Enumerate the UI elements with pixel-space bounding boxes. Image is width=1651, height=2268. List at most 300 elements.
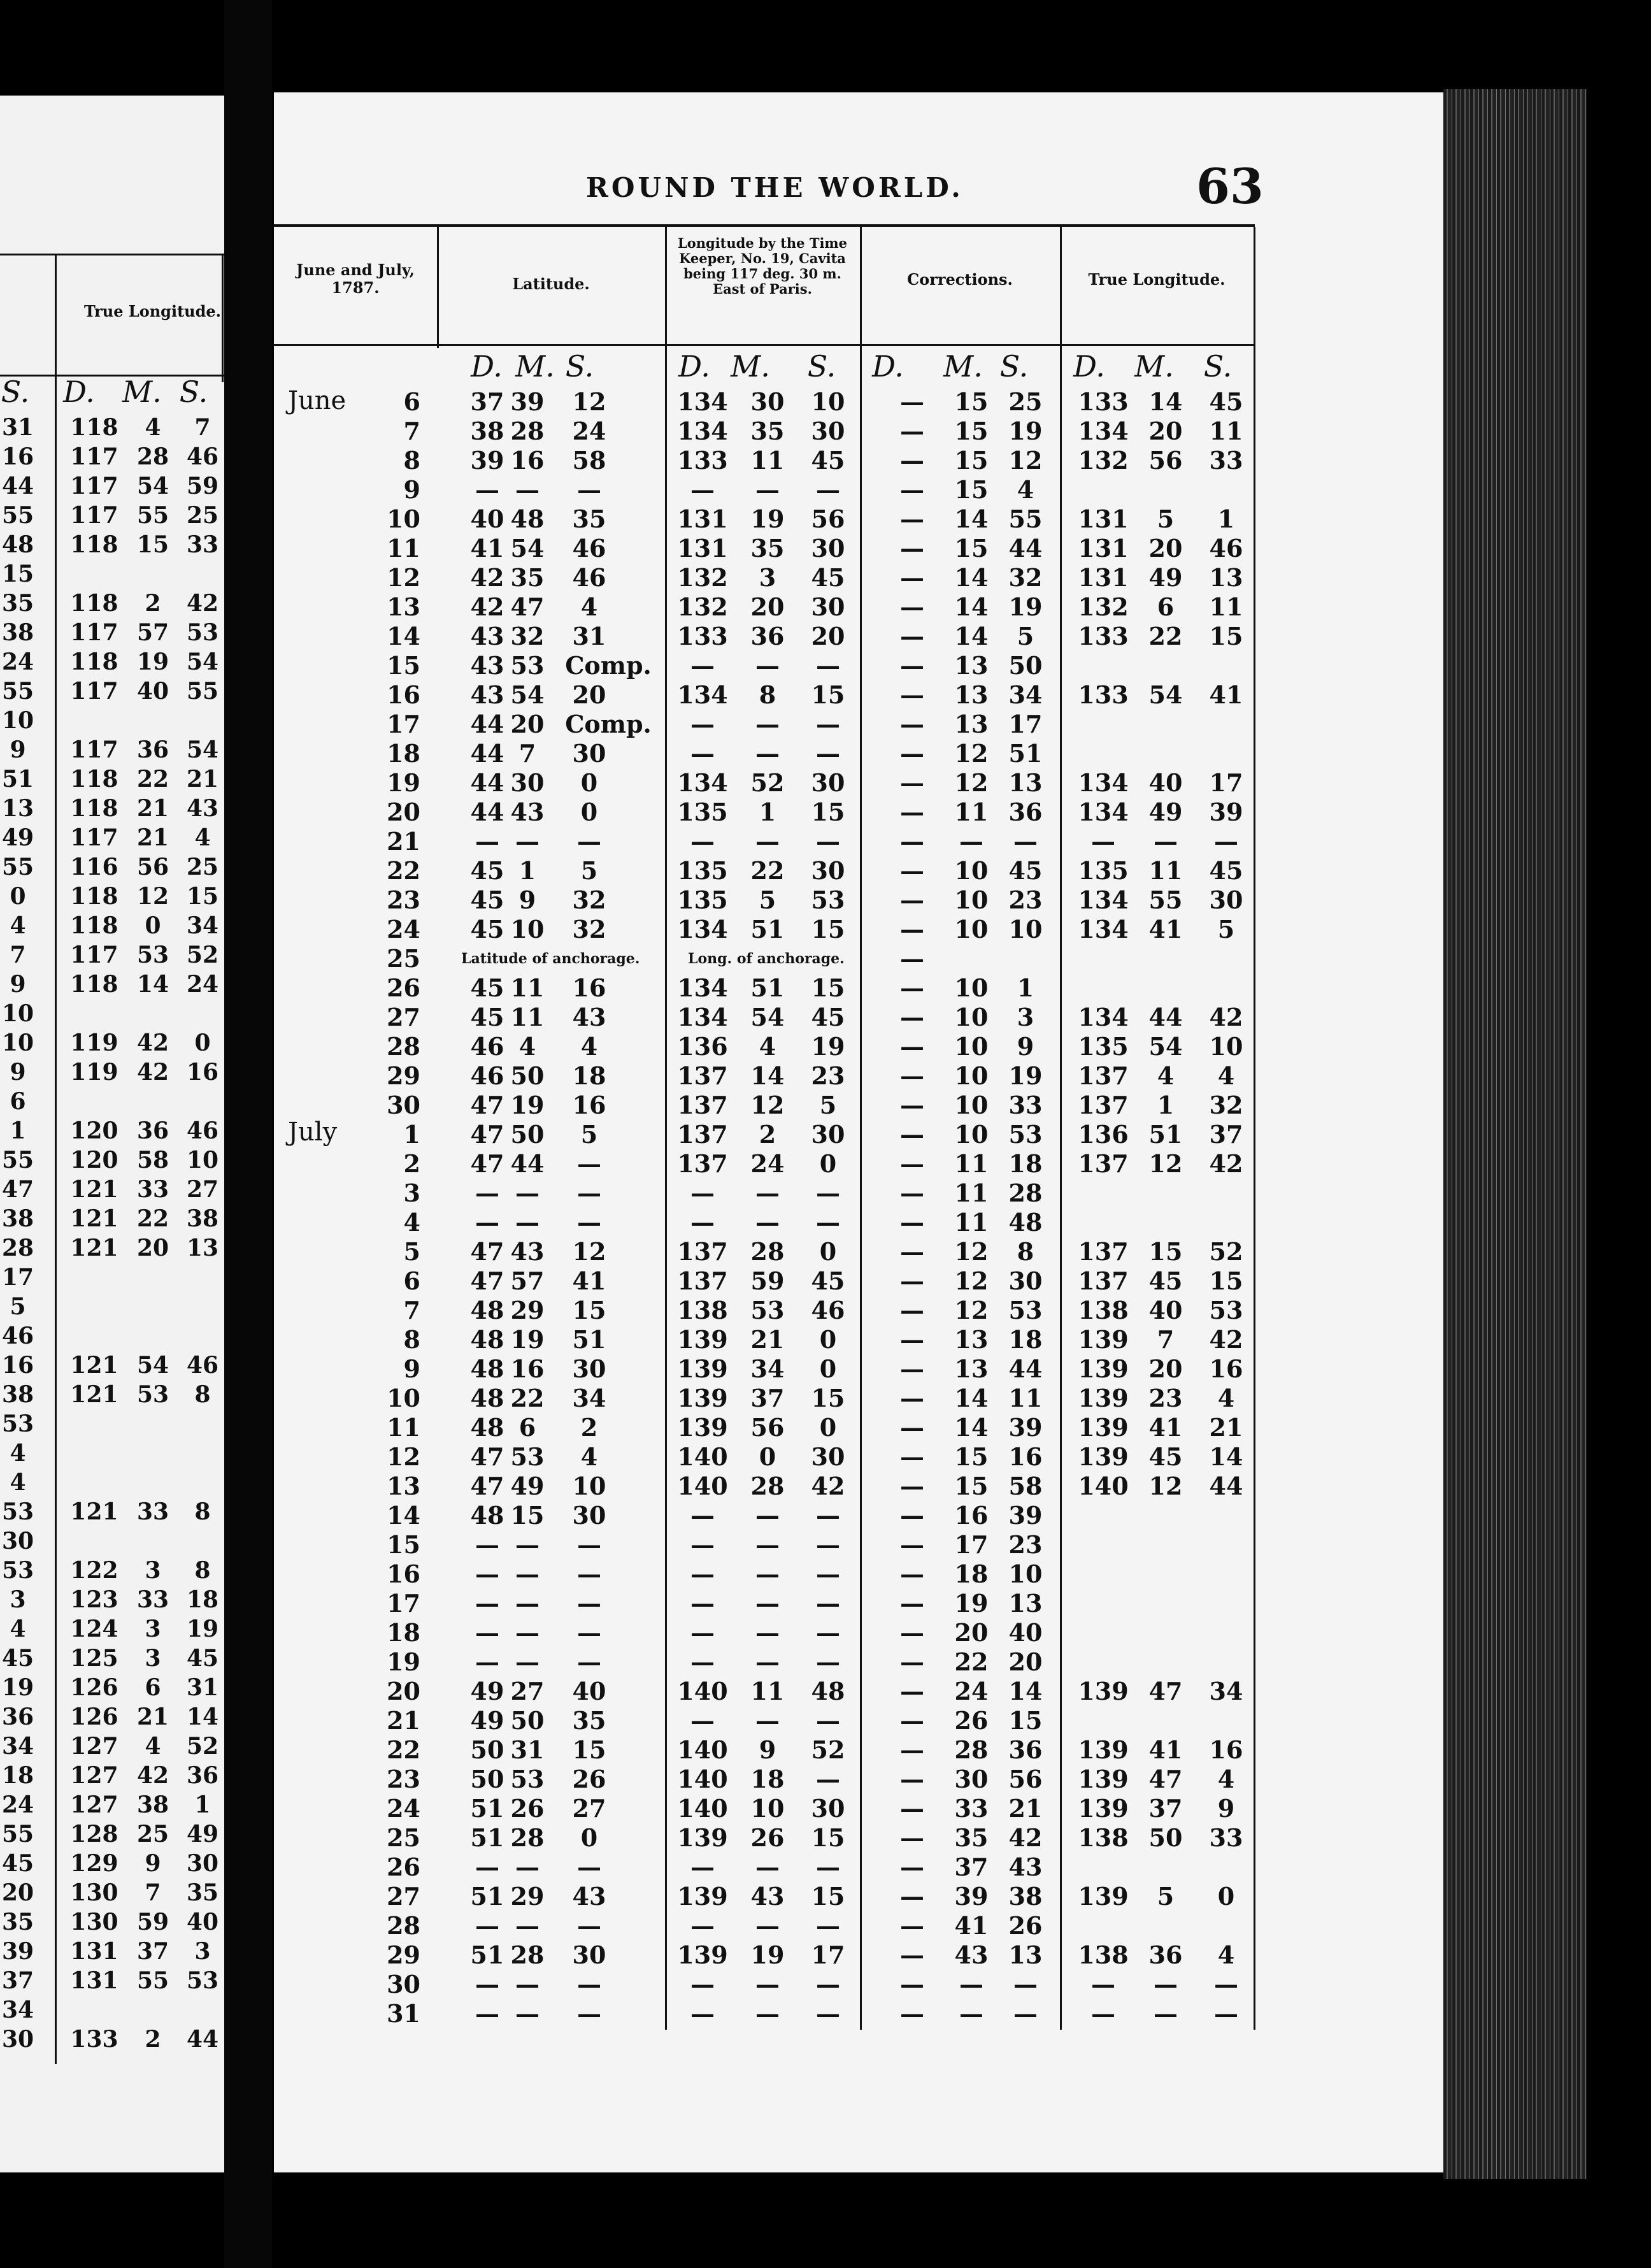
left-table-cell: 15 <box>1 561 34 587</box>
table-cell: 23 <box>1148 1384 1183 1412</box>
table-cell: — <box>900 944 924 973</box>
left-table-cell: 53 <box>1 1557 34 1584</box>
table-cell: 12 <box>572 387 606 416</box>
table-cell: — <box>1091 1999 1115 2028</box>
table-cell: — <box>816 1765 840 1793</box>
unit-header: M. <box>731 349 770 384</box>
table-cell: 48 <box>510 505 545 533</box>
table-cell: — <box>816 1999 840 2028</box>
table-cell: — <box>816 1706 840 1735</box>
table-cell: 30 <box>572 1354 606 1383</box>
day-number: 19 <box>387 1647 420 1676</box>
table-cell: 37 <box>954 1853 989 1881</box>
table-cell: 48 <box>470 1325 504 1354</box>
table-cell: 10 <box>954 1091 989 1119</box>
left-table-cell: 6 <box>145 1674 161 1701</box>
table-cell: 54 <box>510 534 545 563</box>
left-table-cell: 131 <box>70 1967 118 1994</box>
table-cell: 51 <box>470 1882 504 1911</box>
table-cell: 42 <box>1209 1149 1243 1178</box>
table-cell: 45 <box>1148 1442 1183 1471</box>
table-cell: — <box>475 1589 499 1618</box>
table-cell: 10 <box>954 1120 989 1149</box>
table-cell: 12 <box>1008 446 1043 475</box>
table-cell: 51 <box>470 1794 504 1823</box>
table-cell: 36 <box>1148 1941 1183 1969</box>
table-cell: 43 <box>510 798 545 826</box>
table-cell: 50 <box>510 1120 545 1149</box>
left-table-cell: 53 <box>186 619 219 646</box>
table-cell: 48 <box>1008 1208 1043 1237</box>
left-table-cell: 37 <box>1 1967 34 1994</box>
table-cell: 29 <box>510 1296 545 1324</box>
left-table-cell: 120 <box>70 1147 118 1173</box>
table-cell: 52 <box>811 1735 845 1764</box>
day-number: 8 <box>403 1325 420 1354</box>
table-cell: — <box>816 1179 840 1207</box>
table-cell: 35 <box>572 505 606 533</box>
table-cell: — <box>900 1794 924 1823</box>
table-cell: 40 <box>1008 1618 1043 1647</box>
table-cell: 3 <box>1017 1003 1034 1031</box>
left-table-cell: 14 <box>186 1704 219 1730</box>
table-cell: 30 <box>811 1794 845 1823</box>
table-cell: — <box>577 1999 601 2028</box>
table-cell: 41 <box>1148 1413 1183 1442</box>
table-cell: — <box>515 1853 540 1881</box>
day-number: 12 <box>387 563 420 592</box>
table-cell: 5 <box>1017 622 1034 650</box>
table-cell: 4 <box>1017 475 1034 504</box>
left-table-cell: 36 <box>136 736 169 763</box>
table-cell: 15 <box>811 798 845 826</box>
left-table-cell: 126 <box>70 1674 118 1701</box>
table-cell: 134 <box>677 768 728 797</box>
table-cell: 47 <box>1148 1765 1183 1793</box>
table-cell: — <box>515 1589 540 1618</box>
day-number: 26 <box>387 973 420 1002</box>
table-cell: 46 <box>572 563 606 592</box>
table-cell: 16 <box>1008 1442 1043 1471</box>
left-table-cell: 127 <box>70 1791 118 1818</box>
table-cell: 28 <box>510 1823 545 1852</box>
header-rule <box>274 344 1255 346</box>
left-table-cell: 46 <box>186 1117 219 1144</box>
table-cell: Comp. <box>565 710 652 738</box>
table-cell: — <box>690 1560 715 1588</box>
table-cell: 43 <box>750 1882 785 1911</box>
table-cell: — <box>900 1501 924 1530</box>
left-table-cell: 14 <box>136 971 169 998</box>
table-cell: 20 <box>750 592 785 621</box>
table-cell: 35 <box>510 563 545 592</box>
table-cell: — <box>900 1589 924 1618</box>
left-table-cell: 56 <box>136 854 169 880</box>
table-cell: 30 <box>510 768 545 797</box>
unit-header: D. <box>678 349 710 384</box>
left-table-cell: 45 <box>186 1645 219 1672</box>
left-table-cell: 55 <box>1 502 34 529</box>
table-cell: 0 <box>580 768 598 797</box>
table-cell: 139 <box>677 1823 728 1852</box>
left-table-cell: 42 <box>136 1030 169 1056</box>
left-table-cell: 118 <box>70 414 118 441</box>
left-table-cell: 127 <box>70 1733 118 1760</box>
table-cell: — <box>900 1384 924 1412</box>
table-cell: 1 <box>1017 973 1034 1002</box>
table-cell: — <box>900 1941 924 1969</box>
table-cell: 56 <box>1148 446 1183 475</box>
table-cell: 28 <box>954 1735 989 1764</box>
table-cell: 33 <box>954 1794 989 1823</box>
left-table-cell: 9 <box>145 1850 161 1877</box>
table-cell: 53 <box>510 1765 545 1793</box>
left-table-cell: 59 <box>136 1909 169 1935</box>
left-table-cell: 48 <box>1 531 34 558</box>
left-table-cell: 35 <box>186 1879 219 1906</box>
table-cell: — <box>900 563 924 592</box>
table-cell: — <box>1154 827 1178 856</box>
table-cell: — <box>475 1560 499 1588</box>
table-cell: — <box>900 1237 924 1266</box>
table-cell: 35 <box>572 1706 606 1735</box>
table-cell: 57 <box>510 1267 545 1295</box>
table-cell: 35 <box>954 1823 989 1852</box>
table-cell: 30 <box>572 739 606 768</box>
table-cell: — <box>577 1970 601 1999</box>
table-cell: — <box>816 475 840 504</box>
left-table-cell: 10 <box>1 707 34 734</box>
table-cell: 14 <box>954 592 989 621</box>
table-cell: 12 <box>1148 1149 1183 1178</box>
table-cell: 132 <box>1078 446 1129 475</box>
table-cell: 50 <box>470 1735 504 1764</box>
left-table-cell: 27 <box>186 1176 219 1203</box>
table-cell: 11 <box>954 1208 989 1237</box>
left-table-cell: 118 <box>70 971 118 998</box>
table-cell: 43 <box>1008 1853 1043 1881</box>
left-table-cell: 121 <box>70 1381 118 1408</box>
day-number: 19 <box>387 768 420 797</box>
table-cell: 20 <box>510 710 545 738</box>
table-cell: 19 <box>510 1091 545 1119</box>
table-cell: 0 <box>580 798 598 826</box>
day-number: 24 <box>387 1794 420 1823</box>
table-cell: — <box>515 1618 540 1647</box>
table-cell: — <box>755 710 780 738</box>
left-table-cell: 116 <box>70 854 118 880</box>
table-cell: 45 <box>811 563 845 592</box>
table-cell: 13 <box>1209 563 1243 592</box>
table-cell: 18 <box>954 1560 989 1588</box>
left-table-cell: 40 <box>136 678 169 705</box>
left-table-cell: 59 <box>186 473 219 499</box>
table-cell: 42 <box>1209 1003 1243 1031</box>
left-table-cell: 25 <box>186 502 219 529</box>
table-cell: 32 <box>572 915 606 944</box>
left-table-cell: 34 <box>1 1997 34 2023</box>
table-cell: 133 <box>1078 387 1129 416</box>
table-cell: 15 <box>954 417 989 445</box>
table-cell: — <box>1013 1970 1038 1999</box>
left-table-cell: 21 <box>186 766 219 793</box>
table-cell: 0 <box>819 1413 837 1442</box>
table-cell: — <box>755 1999 780 2028</box>
table-cell: 48 <box>811 1677 845 1705</box>
table-cell: — <box>755 1179 780 1207</box>
table-cell: 37 <box>1148 1794 1183 1823</box>
table-cell: 30 <box>811 856 845 885</box>
left-table-cell: 38 <box>186 1205 219 1232</box>
table-cell: 45 <box>1209 387 1243 416</box>
running-title: ROUND THE WORLD. <box>586 172 964 203</box>
left-table-cell: 13 <box>1 795 34 822</box>
unit-header: S. <box>999 349 1029 384</box>
table-cell: 45 <box>811 446 845 475</box>
table-cell: — <box>475 1179 499 1207</box>
table-cell: — <box>900 475 924 504</box>
table-cell: 50 <box>510 1061 545 1090</box>
day-number: 27 <box>387 1882 420 1911</box>
left-table-cell: 55 <box>1 1821 34 1848</box>
table-cell: 30 <box>811 417 845 445</box>
day-number: 23 <box>387 1765 420 1793</box>
table-cell: — <box>900 1999 924 2028</box>
table-cell: 31 <box>510 1735 545 1764</box>
table-cell: 140 <box>1078 1472 1129 1500</box>
table-cell: 45 <box>1008 856 1043 885</box>
table-cell: 28 <box>750 1237 785 1266</box>
table-cell: 52 <box>1209 1237 1243 1266</box>
table-cell: 13 <box>1008 768 1043 797</box>
table-cell: 140 <box>677 1677 728 1705</box>
table-cell: — <box>755 1647 780 1676</box>
table-cell: 15 <box>1209 1267 1243 1295</box>
day-number: 9 <box>403 1354 420 1383</box>
day-number: 26 <box>387 1853 420 1881</box>
day-number: 10 <box>387 505 420 533</box>
table-cell: — <box>755 1501 780 1530</box>
left-table-cell: 55 <box>1 678 34 705</box>
unit-header: M. <box>943 349 983 384</box>
table-cell: — <box>900 710 924 738</box>
table-cell: 12 <box>572 1237 606 1266</box>
table-cell: — <box>900 1179 924 1207</box>
table-cell: 10 <box>954 915 989 944</box>
left-table-cell: 52 <box>186 942 219 968</box>
table-cell: — <box>900 1472 924 1500</box>
day-number: 16 <box>387 1560 420 1588</box>
table-cell: — <box>900 387 924 416</box>
table-cell: 137 <box>677 1120 728 1149</box>
day-number: 28 <box>387 1032 420 1061</box>
table-cell: 39 <box>510 387 545 416</box>
table-cell: 55 <box>1148 886 1183 914</box>
day-number: 20 <box>387 1677 420 1705</box>
left-true-longitude-header: True Longitude. <box>84 302 222 320</box>
table-cell: 40 <box>1148 1296 1183 1324</box>
left-table-cell: 44 <box>1 473 34 499</box>
table-cell: — <box>959 1999 983 2028</box>
table-cell: — <box>900 1296 924 1324</box>
table-cell: 131 <box>1078 563 1129 592</box>
table-cell: 140 <box>677 1442 728 1471</box>
table-cell: 11 <box>1209 417 1243 445</box>
table-cell: — <box>816 1618 840 1647</box>
table-cell: 139 <box>1078 1442 1129 1471</box>
table-cell: — <box>900 622 924 650</box>
table-cell: 10 <box>811 387 845 416</box>
left-table-cell: 0 <box>145 912 161 939</box>
table-cell: 41 <box>1148 915 1183 944</box>
table-cell: 138 <box>1078 1823 1129 1852</box>
table-cell: 4 <box>580 592 598 621</box>
day-number: 24 <box>387 915 420 944</box>
table-cell: 11 <box>1148 856 1183 885</box>
table-cell: — <box>475 1999 499 2028</box>
table-cell: 40 <box>470 505 504 533</box>
table-cell: 134 <box>1078 1003 1129 1031</box>
table-cell: 19 <box>510 1325 545 1354</box>
table-cell: — <box>690 1999 715 2028</box>
table-cell: 53 <box>1008 1296 1043 1324</box>
table-cell: — <box>690 1618 715 1647</box>
table-cell: 56 <box>811 505 845 533</box>
latitude-anchorage-note: Latitude of anchorage. <box>461 951 640 967</box>
table-cell: — <box>816 651 840 680</box>
table-cell: 16 <box>510 446 545 475</box>
left-table-cell: 21 <box>136 1704 169 1730</box>
table-cell: 18 <box>750 1765 785 1793</box>
table-cell: 15 <box>954 446 989 475</box>
left-table-cell: 119 <box>70 1059 118 1086</box>
table-cell: 54 <box>750 1003 785 1031</box>
day-number: 21 <box>387 827 420 856</box>
table-cell: 37 <box>1209 1120 1243 1149</box>
table-cell: 16 <box>510 1354 545 1383</box>
table-cell: 18 <box>1008 1149 1043 1178</box>
left-top-rule <box>0 254 224 255</box>
left-table-cell: 55 <box>186 678 219 705</box>
table-cell: 54 <box>510 680 545 709</box>
left-table-cell: 10 <box>186 1147 219 1173</box>
table-cell: 50 <box>510 1706 545 1735</box>
table-cell: 42 <box>470 592 504 621</box>
left-table-cell: 30 <box>1 1528 34 1554</box>
table-cell: 8 <box>1017 1237 1034 1266</box>
left-table-cell: 36 <box>1 1704 34 1730</box>
left-table-cell: 30 <box>186 1850 219 1877</box>
left-table-cell: 117 <box>70 443 118 470</box>
table-cell: — <box>900 417 924 445</box>
table-cell: 10 <box>572 1472 606 1500</box>
table-cell: — <box>900 1618 924 1647</box>
table-cell: 13 <box>954 1325 989 1354</box>
table-cell: 0 <box>759 1442 776 1471</box>
table-cell: — <box>900 1091 924 1119</box>
table-cell: — <box>690 1911 715 1940</box>
left-table-cell: 35 <box>1 1909 34 1935</box>
table-cell: 51 <box>750 973 785 1002</box>
table-cell: 30 <box>811 1120 845 1149</box>
table-cell: 13 <box>954 1354 989 1383</box>
table-cell: 44 <box>470 768 504 797</box>
table-cell: 46 <box>1209 534 1243 563</box>
table-cell: — <box>816 710 840 738</box>
table-cell: — <box>900 1003 924 1031</box>
table-cell: 16 <box>572 973 606 1002</box>
left-table-cell: 7 <box>10 942 26 968</box>
table-cell: 26 <box>510 1794 545 1823</box>
table-cell: 13 <box>954 710 989 738</box>
day-number: 13 <box>387 592 420 621</box>
table-cell: 137 <box>1078 1149 1129 1178</box>
left-table-cell: 0 <box>10 883 26 910</box>
left-table-cell: 10 <box>1 1030 34 1056</box>
table-cell: 10 <box>510 915 545 944</box>
table-cell: 36 <box>750 622 785 650</box>
left-table-cell: 53 <box>1 1410 34 1437</box>
table-cell: 46 <box>470 1061 504 1090</box>
table-cell: — <box>900 505 924 533</box>
table-cell: — <box>475 1911 499 1940</box>
left-table-cell: 47 <box>1 1176 34 1203</box>
table-cell: 1 <box>1217 505 1235 533</box>
table-cell: 50 <box>1148 1823 1183 1852</box>
table-cell: 12 <box>954 768 989 797</box>
table-cell: 9 <box>518 886 536 914</box>
table-cell: 15 <box>572 1296 606 1324</box>
table-cell: 34 <box>750 1354 785 1383</box>
table-cell: 24 <box>572 417 606 445</box>
column-rule <box>860 227 862 2030</box>
left-table-cell: 4 <box>145 414 161 441</box>
left-table-cell: 22 <box>136 766 169 793</box>
left-table-cell: 15 <box>136 531 169 558</box>
table-cell: — <box>959 827 983 856</box>
table-cell: 14 <box>954 622 989 650</box>
left-unit-header: D. <box>63 375 95 409</box>
table-cell: 10 <box>954 1061 989 1090</box>
left-table-cell: 45 <box>1 1850 34 1877</box>
left-table-cell: 117 <box>70 942 118 968</box>
day-number: 29 <box>387 1061 420 1090</box>
left-table-cell: 16 <box>1 1352 34 1379</box>
table-cell: — <box>900 1413 924 1442</box>
table-cell: 25 <box>1008 387 1043 416</box>
table-cell: 11 <box>1008 1384 1043 1412</box>
table-cell: Comp. <box>565 651 652 680</box>
table-cell: 47 <box>510 592 545 621</box>
left-table-cell: 57 <box>136 619 169 646</box>
table-cell: 137 <box>677 1237 728 1266</box>
table-cell: — <box>900 651 924 680</box>
table-cell: — <box>900 1765 924 1793</box>
left-table-cell: 18 <box>186 1586 219 1613</box>
day-number: 7 <box>403 417 420 445</box>
left-table-cell: 54 <box>136 1352 169 1379</box>
table-cell: 134 <box>677 417 728 445</box>
table-cell: 138 <box>1078 1296 1129 1324</box>
table-cell: — <box>816 1853 840 1881</box>
table-cell: 24 <box>954 1677 989 1705</box>
table-cell: 131 <box>677 534 728 563</box>
latitude-header: Latitude. <box>512 275 590 293</box>
table-cell: 139 <box>677 1882 728 1911</box>
table-cell: 53 <box>510 651 545 680</box>
table-cell: — <box>755 1853 780 1881</box>
left-table-cell: 53 <box>136 1381 169 1408</box>
